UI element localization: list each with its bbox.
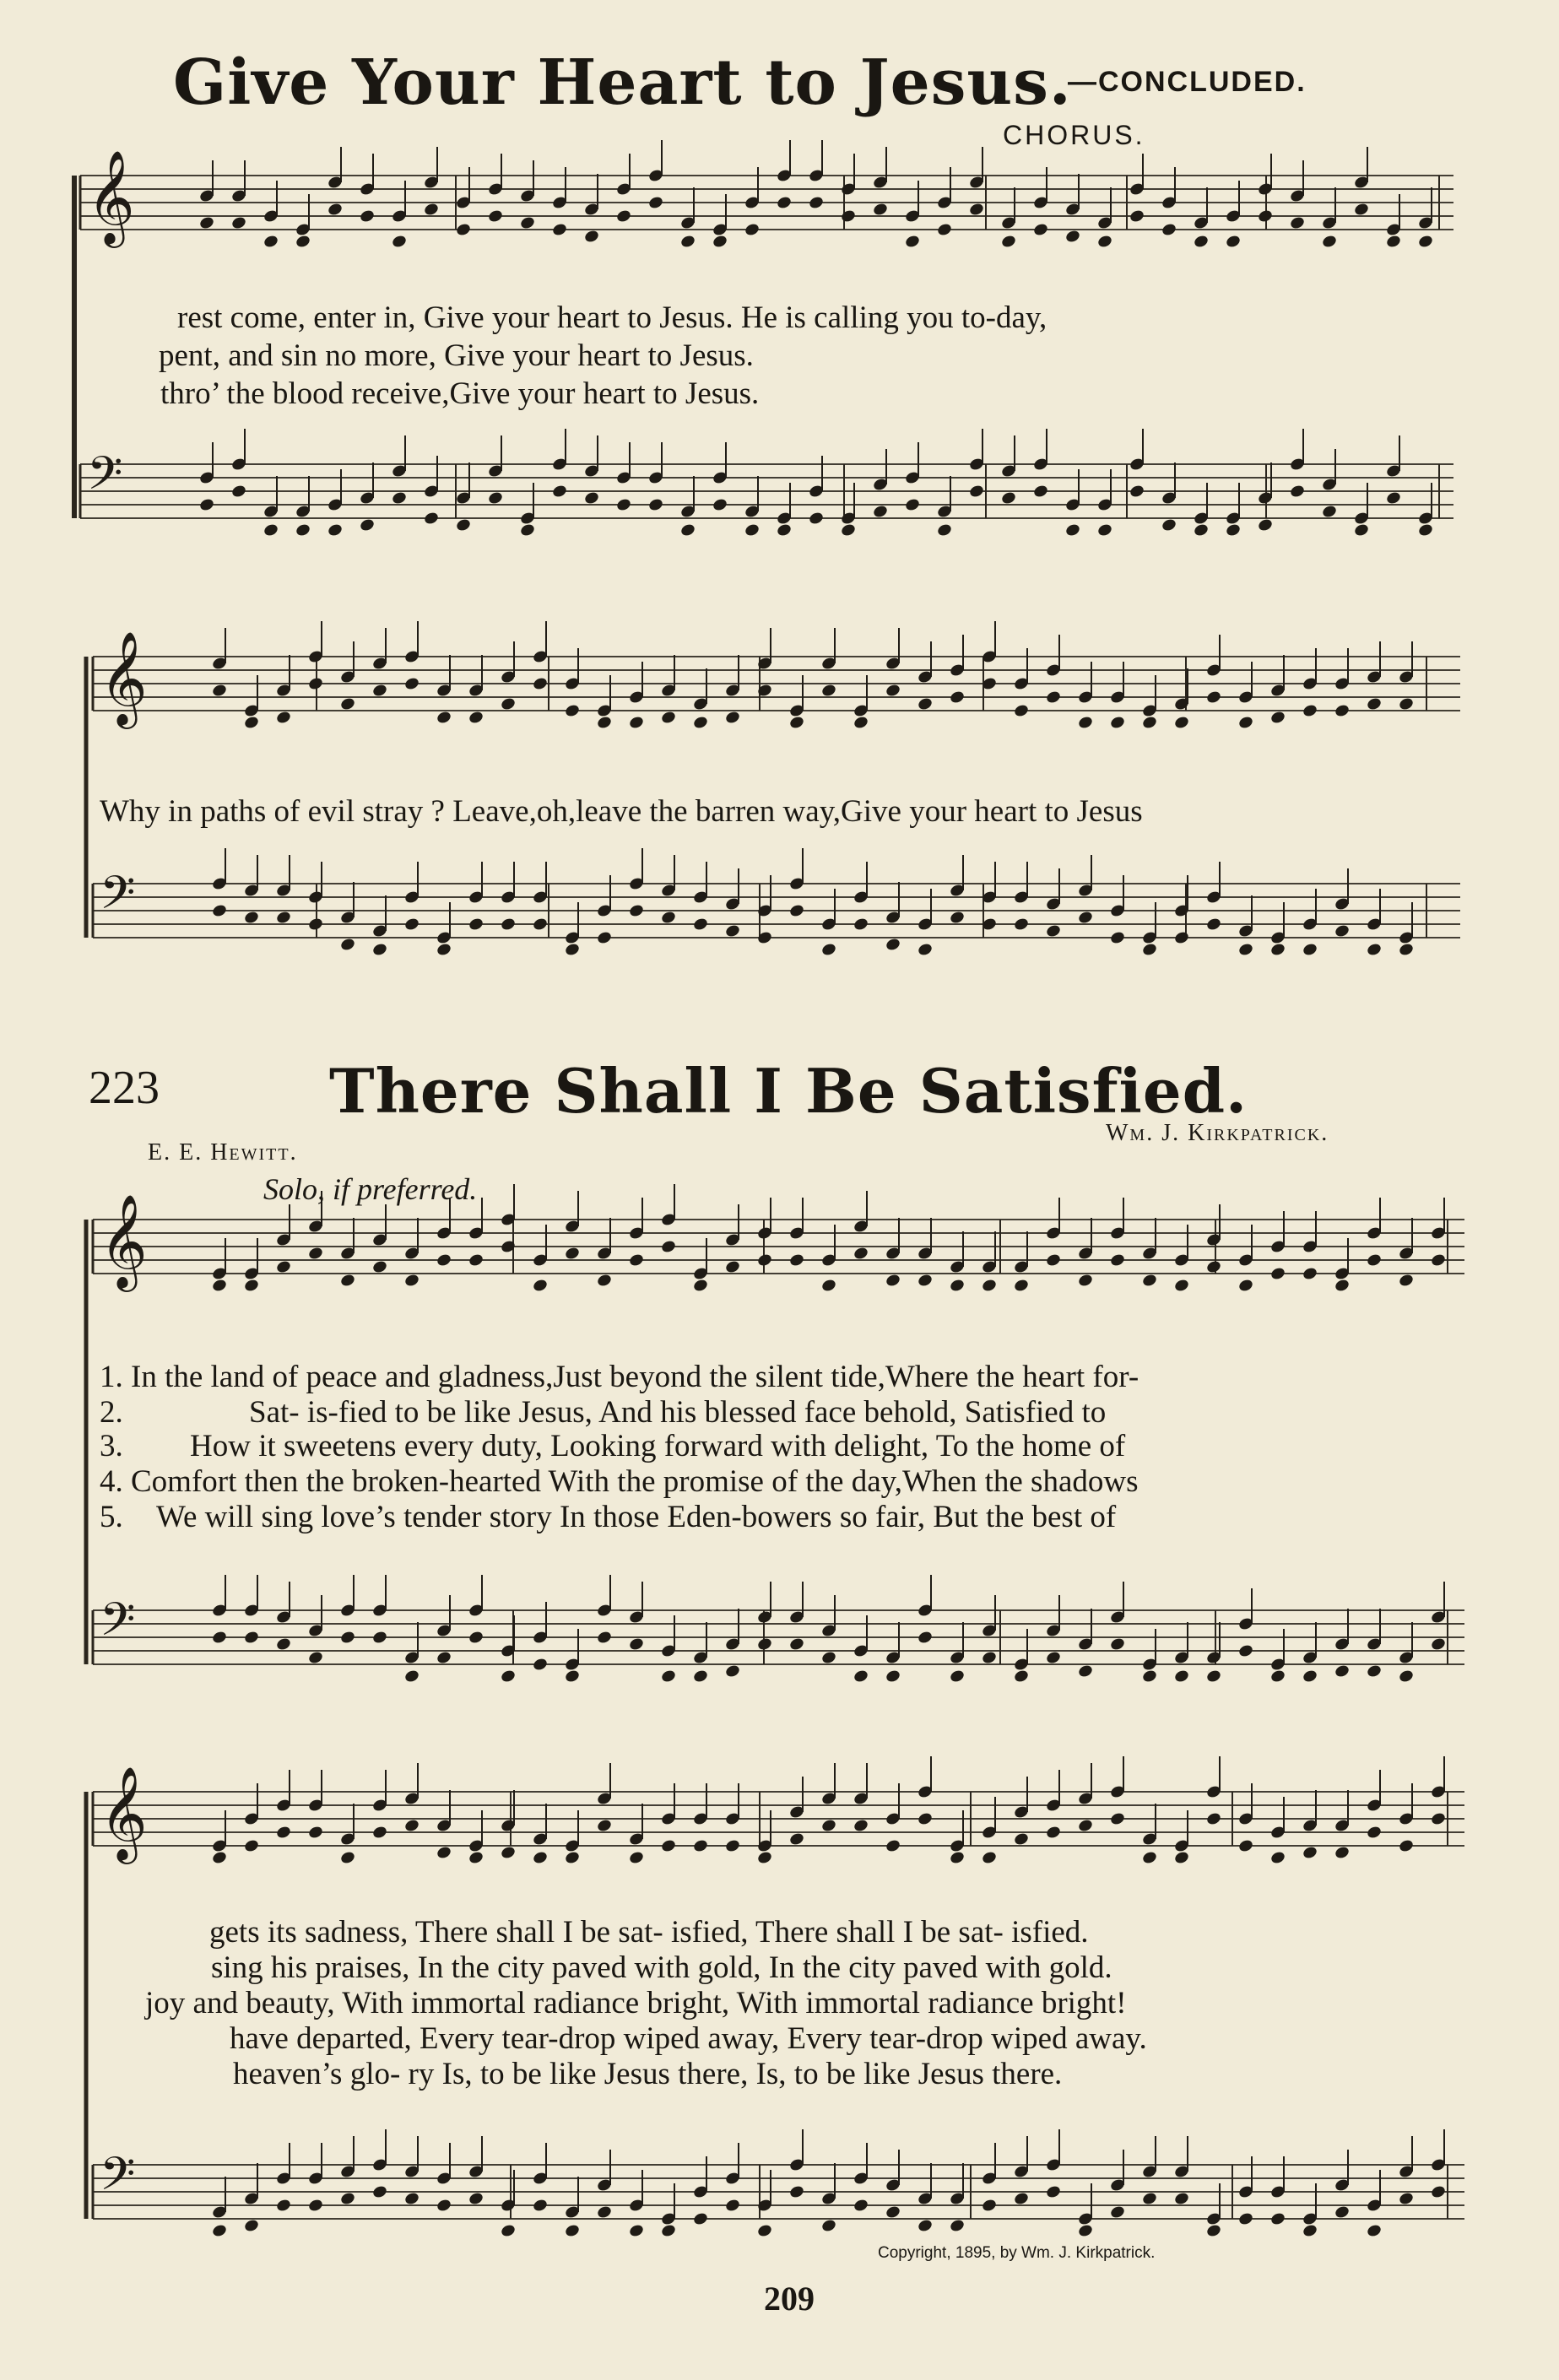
svg-text:𝄞: 𝄞 — [87, 149, 135, 244]
svg-text:𝄢: 𝄢 — [100, 1593, 136, 1658]
verse-4-line-b: have departed, Every tear-drop wiped away, Every tear-drop wiped away. — [230, 2021, 1147, 2056]
svg-text:𝄢: 𝄢 — [87, 446, 123, 511]
hymn1-lyric-line-4: Why in paths of evil stray ? Leave,oh,leave the barren way,Give your heart to Jesus — [100, 794, 1143, 829]
hymn1-lyric-line-1: rest come, enter in, Give your heart to Jesus. He is calling you to-day, — [177, 300, 1047, 335]
verse-2-line-a: 2. Sat- is-fied to be like Jesus, And his blessed face behold, Satisfied to — [100, 1395, 1107, 1430]
verse-2-line-b: sing his praises, In the city paved with gold, In the city paved with gold. — [211, 1950, 1112, 1985]
svg-text:𝄞: 𝄞 — [100, 1766, 148, 1860]
svg-text:𝄞: 𝄞 — [100, 630, 148, 725]
hymn1-title: Give Your Heart to Jesus. — [173, 46, 1072, 119]
hymn1-lyric-line-3: thro’ the blood receive,Give your heart to Jesus. — [160, 376, 760, 411]
verse-1-line-b: gets its sadness, There shall I be sat- isfied, There shall I be sat- isfied. — [209, 1915, 1089, 1950]
verse-3-line-b: joy and beauty, With immortal radiance bright, With immortal radiance bright! — [145, 1986, 1127, 2020]
chorus-label: CHORUS. — [1003, 120, 1145, 150]
svg-text:𝄞: 𝄞 — [100, 1193, 148, 1288]
verse-3-line-a: 3. How it sweetens every duty, Looking forward with delight, To the home of — [100, 1429, 1126, 1463]
verse-5-line-a: 5. We will sing love’s tender story In those Eden-bowers so fair, But the best of — [100, 1500, 1117, 1534]
hymn2-composer: Wm. J. Kirkpatrick. — [1106, 1120, 1329, 1146]
hymn1-concluded-label: —CONCLUDED. — [1068, 66, 1307, 98]
copyright-notice: Copyright, 1895, by Wm. J. Kirkpatrick. — [878, 2244, 1156, 2262]
verse-1-line-a: 1. In the land of peace and gladness,Just beyond the silent tide,Where the heart for- — [100, 1360, 1139, 1394]
hymn1-lyric-line-2: pent, and sin no more, Give your heart to Jesus. — [159, 338, 754, 373]
svg-text:𝄢: 𝄢 — [100, 2147, 136, 2212]
hymn2-number: 223 — [89, 1062, 160, 1114]
hymn2-author: E. E. Hewitt. — [148, 1139, 298, 1166]
hymn2-title: There Shall I Be Satisfied. — [329, 1055, 1248, 1127]
verse-5-line-b: heaven’s glo- ry Is, to be like Jesus there, Is, to be like Jesus there. — [233, 2057, 1063, 2091]
svg-text:𝄢: 𝄢 — [100, 866, 136, 931]
performance-note: Solo, if preferred. — [263, 1172, 478, 1206]
page-number: 209 — [764, 2280, 815, 2318]
verse-4-line-a: 4. Comfort then the broken-hearted With the promise of the day,When the shadows — [100, 1464, 1139, 1499]
